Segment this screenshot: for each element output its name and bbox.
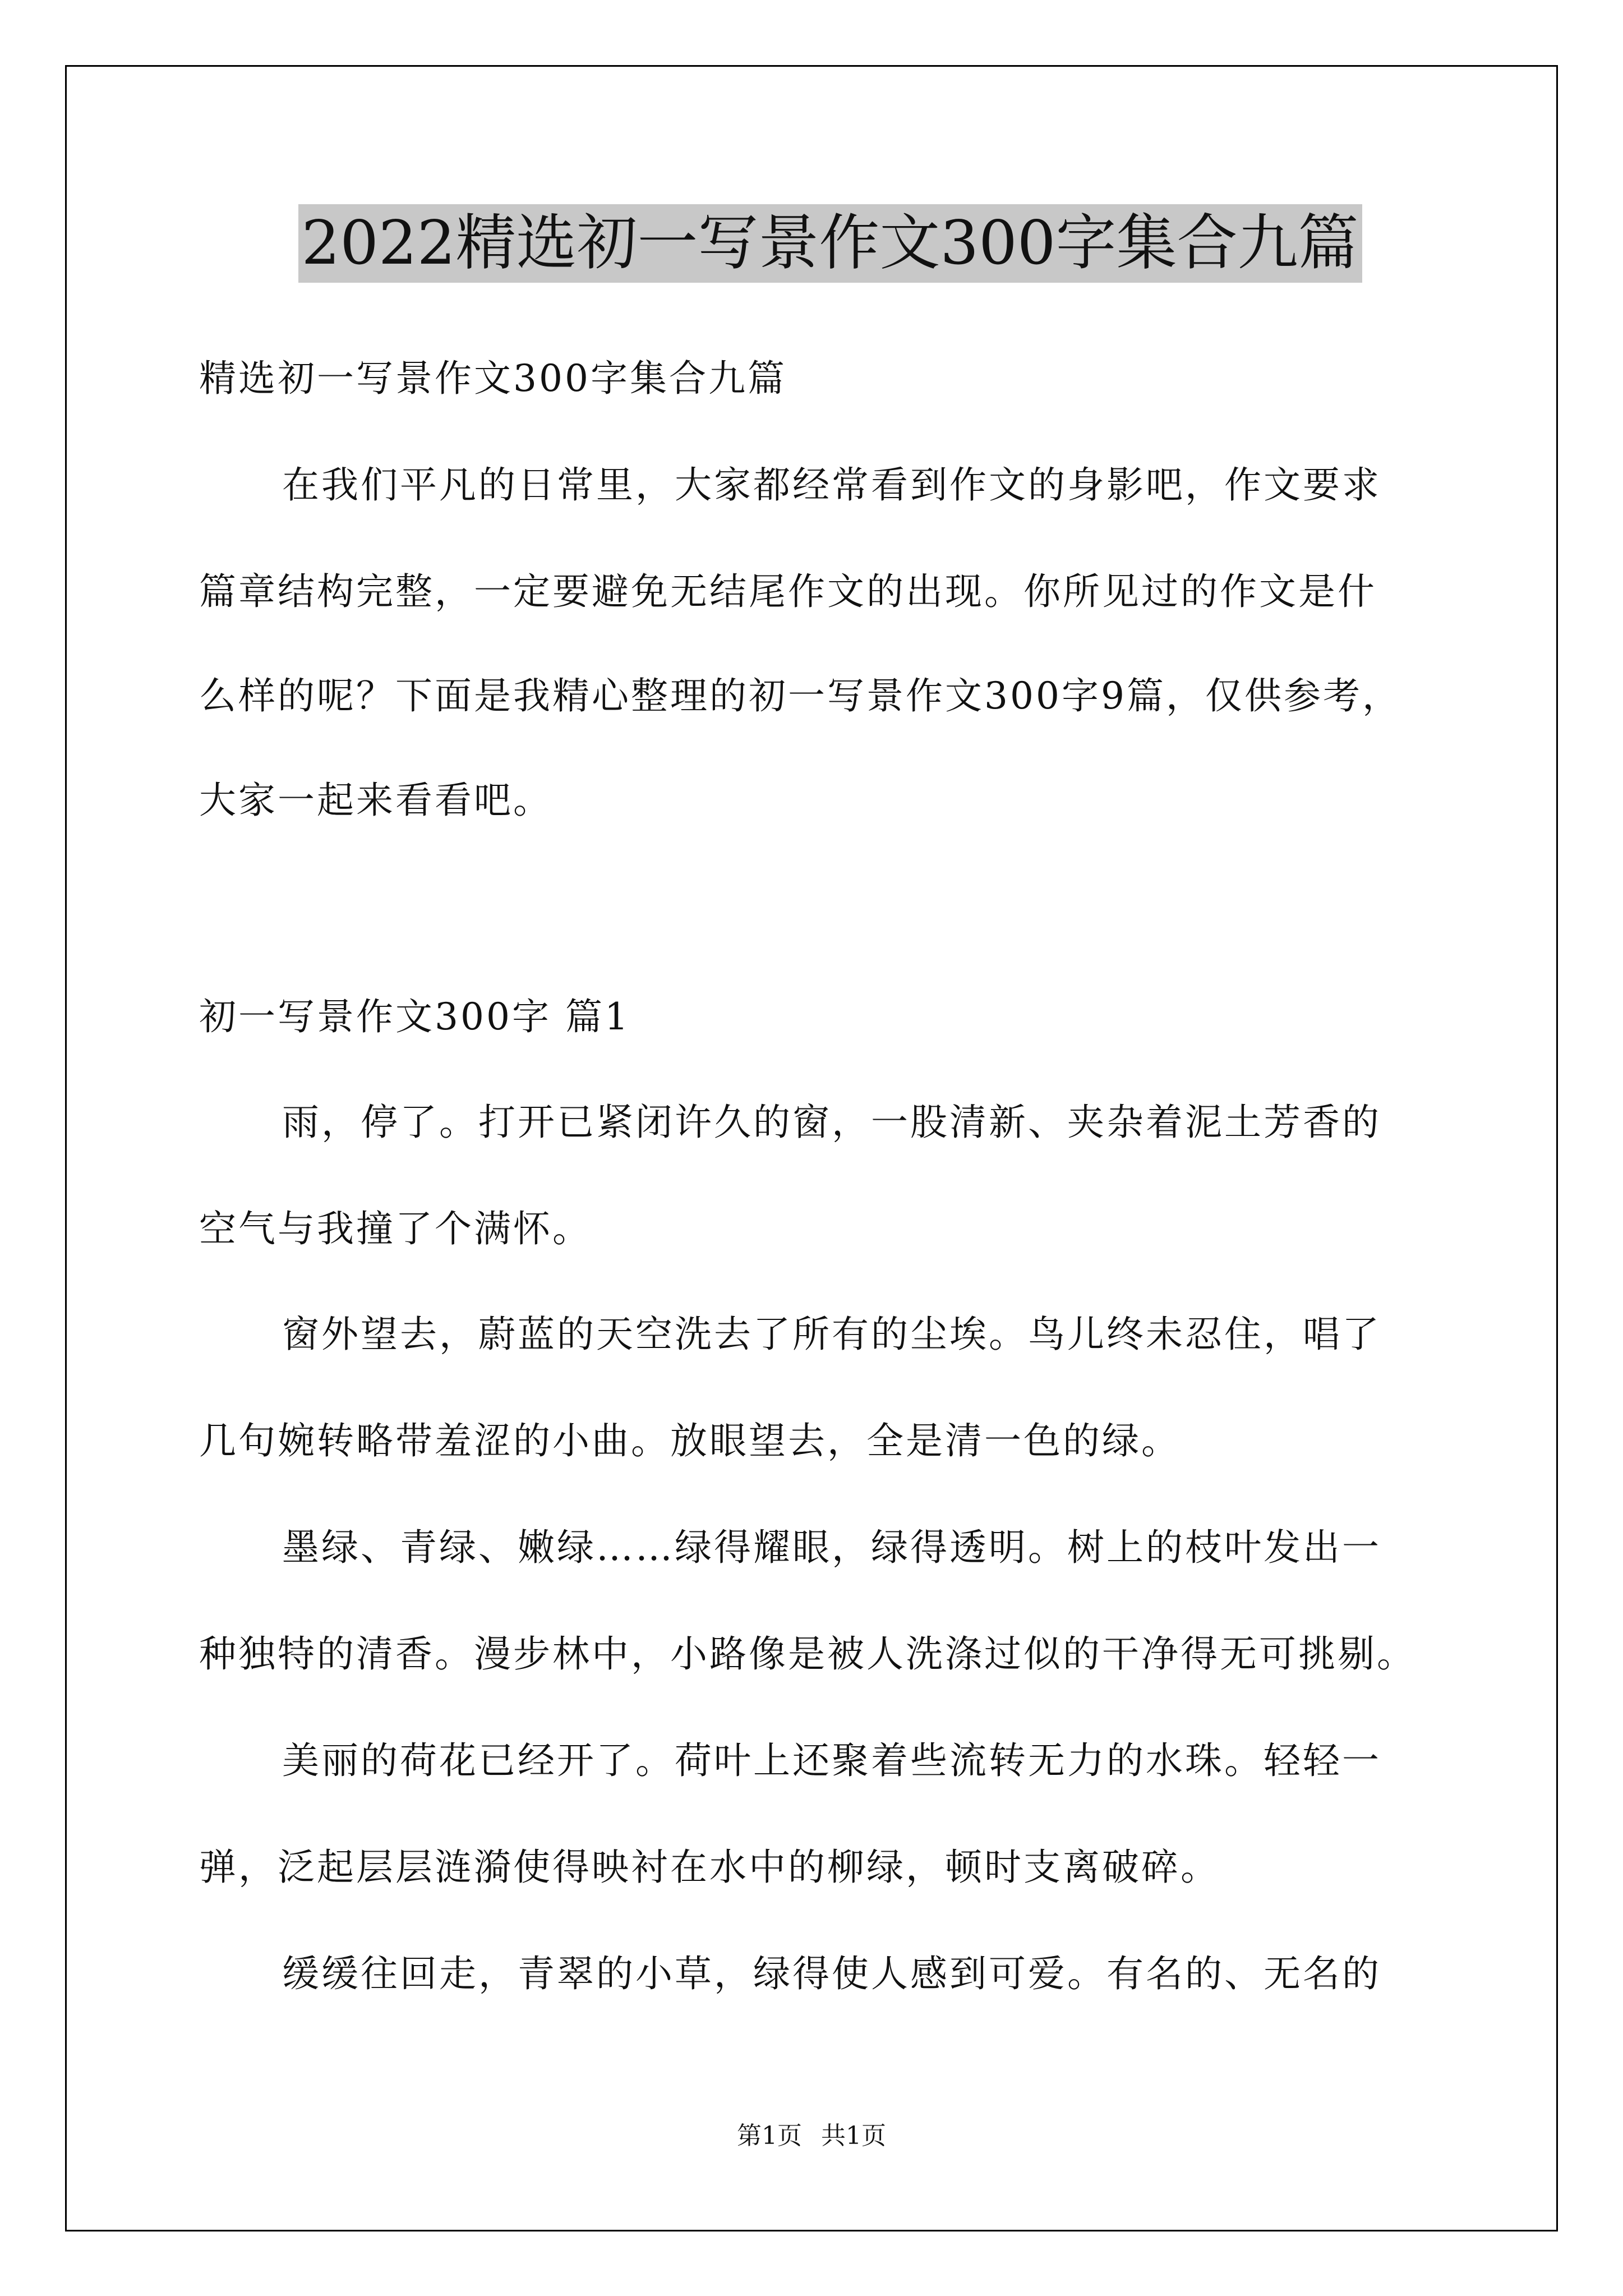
intro-line-2: 篇章结构完整，一定要避免无结尾作文的出现。你所见过的作文是什 (199, 570, 1377, 613)
section-heading: 初一写景作文300字 篇1 (199, 995, 630, 1038)
body-line-2: 空气与我撞了个满怀。 (199, 1207, 592, 1250)
body-line-6: 种独特的清香。漫步林中，小路像是被人洗涤过似的干净得无可挑剔。 (199, 1632, 1416, 1676)
document-title: 2022精选初一写景作文300字集合九篇 (298, 204, 1362, 283)
body-line-9: 缓缓往回走，青翠的小草，绿得使人感到可爱。有名的、无名的 (282, 1952, 1381, 1995)
page-footer (0, 2119, 1623, 2153)
body-line-1: 雨，停了。打开已紧闭许久的窗，一股清新、夹杂着泥土芳香的 (282, 1101, 1381, 1144)
page-number: 第1页 (737, 2122, 802, 2150)
body-line-5: 墨绿、青绿、嫩绿……绿得耀眼，绿得透明。树上的枝叶发出一 (282, 1526, 1381, 1569)
intro-line-1: 在我们平凡的日常里，大家都经常看到作文的身影吧，作文要求 (282, 463, 1381, 507)
title-container (199, 204, 1461, 283)
intro-line-3: 么样的呢？下面是我精心整理的初一写景作文300字9篇，仅供参考， (199, 674, 1401, 717)
intro-line-4: 大家一起来看看吧。 (199, 779, 552, 822)
subtitle: 精选初一写景作文300字集合九篇 (199, 357, 787, 400)
page-total: 共1页 (821, 2122, 886, 2150)
body-line-7: 美丽的荷花已经开了。荷叶上还聚着些流转无力的水珠。轻轻一 (282, 1739, 1381, 1782)
body-line-8: 弹，泛起层层涟漪使得映衬在水中的柳绿，顿时支离破碎。 (199, 1846, 1220, 1889)
body-line-3: 窗外望去，蔚蓝的天空洗去了所有的尘埃。鸟儿终未忍住，唱了 (282, 1313, 1381, 1356)
body-line-4: 几句婉转略带羞涩的小曲。放眼望去，全是清一色的绿。 (199, 1419, 1181, 1462)
